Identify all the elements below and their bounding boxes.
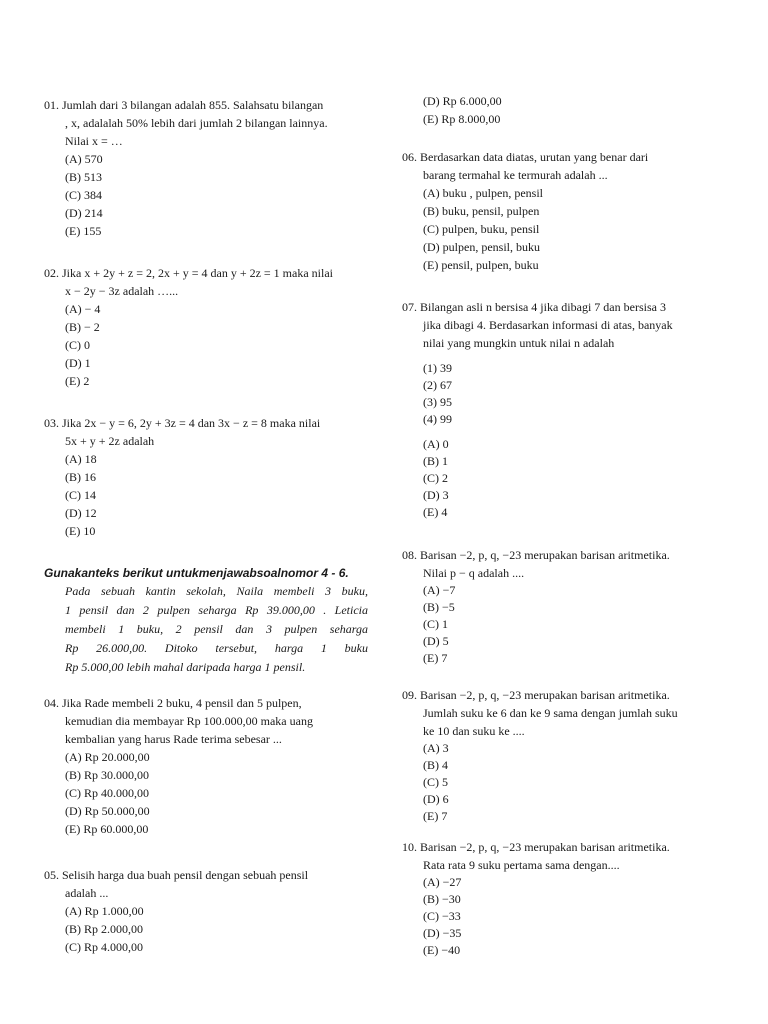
- question-09-line-2: Jumlah suku ke 6 dan ke 9 sama dengan jumlah suku: [423, 706, 678, 720]
- question-01: [44, 96, 368, 240]
- question-02-option-e: (E) 2: [65, 374, 90, 388]
- question-05-option-a: (A) Rp 1.000,00: [65, 904, 144, 918]
- question-04-option-a: (A) Rp 20.000,00: [65, 750, 150, 764]
- context-line-3: membeli 1 buku, 2 pensil dan 3 pulpen seharga: [65, 622, 368, 636]
- context-line-1: Pada sebuah kantin sekolah, Naila membeli 3 buku,: [65, 584, 368, 598]
- question-07-statement-2: (2) 67: [423, 378, 452, 392]
- question-01-option-d: (D) 214: [65, 206, 103, 220]
- question-02-option-c: (C) 0: [65, 338, 90, 352]
- question-06-line-1: 06. Berdasarkan data diatas, urutan yang benar dari: [402, 150, 649, 164]
- question-03-option-c: (C) 14: [65, 488, 96, 502]
- question-05: [44, 866, 368, 956]
- question-03-option-b: (B) 16: [65, 470, 96, 484]
- question-06-option-e: (E) pensil, pulpen, buku: [423, 258, 539, 272]
- question-02: [44, 264, 368, 390]
- question-04: [44, 694, 368, 838]
- question-08-option-e: (E) 7: [423, 651, 448, 665]
- question-09: [402, 686, 732, 825]
- question-09-line-3: ke 10 dan suku ke ....: [423, 724, 525, 738]
- question-08-line-2: Nilai p − q adalah ....: [423, 566, 525, 580]
- question-07-line-1: 07. Bilangan asli n bersisa 4 jika dibagi 7 dan bersisa 3: [402, 300, 666, 314]
- question-06: [402, 148, 732, 274]
- question-05-option-d: (D) Rp 6.000,00: [423, 94, 502, 108]
- question-04-line-3: kembalian yang harus Rade terima sebesar ...: [65, 732, 282, 746]
- question-07-option-b: (B) 1: [423, 454, 448, 468]
- question-09-option-a: (A) 3: [423, 741, 449, 755]
- question-07-option-d: (D) 3: [423, 488, 449, 502]
- question-05-option-c: (C) Rp 4.000,00: [65, 940, 143, 954]
- question-08-option-b: (B) −5: [423, 600, 455, 614]
- question-04-line-2: kemudian dia membayar Rp 100.000,00 maka uang: [65, 714, 313, 728]
- question-07-statement-1: (1) 39: [423, 361, 452, 375]
- question-05-option-e: (E) Rp 8.000,00: [423, 112, 501, 126]
- context-title: Gunakanteks berikut untukmenjawabsoalnomor 4 - 6.: [44, 566, 349, 580]
- question-03-option-e: (E) 10: [65, 524, 96, 538]
- question-10-option-d: (D) −35: [423, 926, 462, 940]
- question-08-option-c: (C) 1: [423, 617, 448, 631]
- question-06-option-d: (D) pulpen, pensil, buku: [423, 240, 540, 254]
- question-07: [402, 298, 732, 521]
- question-06-option-c: (C) pulpen, buku, pensil: [423, 222, 540, 236]
- question-07-line-3: nilai yang mungkin untuk nilai n adalah: [423, 336, 615, 350]
- question-07-option-c: (C) 2: [423, 471, 448, 485]
- question-03-option-d: (D) 12: [65, 506, 97, 520]
- question-02-line-2: x − 2y − 3z adalah …...: [65, 284, 179, 298]
- question-01-option-a: (A) 570: [65, 152, 103, 166]
- question-10: [402, 838, 732, 959]
- context-passage: [44, 564, 368, 677]
- question-09-line-1: 09. Barisan −2, p, q, −23 merupakan barisan aritmetika.: [402, 688, 670, 702]
- question-05-option-b: (B) Rp 2.000,00: [65, 922, 143, 936]
- question-01-line-1: 01. Jumlah dari 3 bilangan adalah 855. Salahsatu bilangan: [44, 98, 324, 112]
- context-line-4: Rp 26.000,00. Ditoko tersebut, harga 1 buku: [65, 641, 368, 655]
- context-line-2: 1 pensil dan 2 pulpen seharga Rp 39.000,00 . Leticia: [65, 603, 368, 617]
- context-body: [44, 582, 368, 677]
- question-08-option-a: (A) −7: [423, 583, 456, 597]
- question-01-option-e: (E) 155: [65, 224, 102, 238]
- question-07-option-a: (A) 0: [423, 437, 449, 451]
- question-01-option-b: (B) 513: [65, 170, 102, 184]
- question-07-statement-3: (3) 95: [423, 395, 452, 409]
- question-05-line-2: adalah ...: [65, 886, 109, 900]
- question-02-line-1: 02. Jika x + 2y + z = 2, 2x + y = 4 dan y + 2z = 1 maka nilai: [44, 266, 333, 280]
- question-08-line-1: 08. Barisan −2, p, q, −23 merupakan barisan aritmetika.: [402, 548, 670, 562]
- question-03-option-a: (A) 18: [65, 452, 97, 466]
- question-10-option-c: (C) −33: [423, 909, 461, 923]
- context-line-5: Rp 5.000,00 lebih mahal daripada harga 1 pensil.: [65, 660, 306, 674]
- question-06-line-2: barang termahal ke termurah adalah ...: [423, 168, 608, 182]
- question-04-line-1: 04. Jika Rade membeli 2 buku, 4 pensil dan 5 pulpen,: [44, 696, 302, 710]
- question-10-line-2: Rata rata 9 suku pertama sama dengan....: [423, 858, 620, 872]
- question-10-option-b: (B) −30: [423, 892, 461, 906]
- question-07-statement-4: (4) 99: [423, 412, 452, 426]
- question-02-option-d: (D) 1: [65, 356, 91, 370]
- question-08-option-d: (D) 5: [423, 634, 449, 648]
- question-03-line-2: 5x + y + 2z adalah: [65, 434, 155, 448]
- question-08: [402, 546, 732, 667]
- question-01-option-c: (C) 384: [65, 188, 102, 202]
- question-09-option-d: (D) 6: [423, 792, 449, 806]
- question-09-option-c: (C) 5: [423, 775, 448, 789]
- question-04-option-d: (D) Rp 50.000,00: [65, 804, 150, 818]
- question-05-line-1: 05. Selisih harga dua buah pensil dengan sebuah pensil: [44, 868, 309, 882]
- question-01-line-2: , x, adalalah 50% lebih dari jumlah 2 bilangan lainnya.: [65, 116, 328, 130]
- question-04-option-c: (C) Rp 40.000,00: [65, 786, 149, 800]
- question-05-continued: [402, 92, 732, 128]
- question-02-option-b: (B) − 2: [65, 320, 100, 334]
- question-03: [44, 414, 368, 540]
- question-03-line-1: 03. Jika 2x − y = 6, 2y + 3z = 4 dan 3x − z = 8 maka nilai: [44, 416, 321, 430]
- question-06-option-b: (B) buku, pensil, pulpen: [423, 204, 540, 218]
- question-09-option-e: (E) 7: [423, 809, 448, 823]
- question-06-option-a: (A) buku , pulpen, pensil: [423, 186, 543, 200]
- question-02-option-a: (A) − 4: [65, 302, 101, 316]
- question-01-line-3: Nilai x = …: [65, 134, 123, 148]
- question-04-option-e: (E) Rp 60.000,00: [65, 822, 149, 836]
- question-10-option-a: (A) −27: [423, 875, 462, 889]
- question-10-line-1: 10. Barisan −2, p, q, −23 merupakan barisan aritmetika.: [402, 840, 670, 854]
- question-04-option-b: (B) Rp 30.000,00: [65, 768, 149, 782]
- question-09-option-b: (B) 4: [423, 758, 448, 772]
- question-07-option-e: (E) 4: [423, 505, 448, 519]
- question-07-line-2: jika dibagi 4. Berdasarkan informasi di atas, banyak: [423, 318, 673, 332]
- question-10-option-e: (E) −40: [423, 943, 461, 957]
